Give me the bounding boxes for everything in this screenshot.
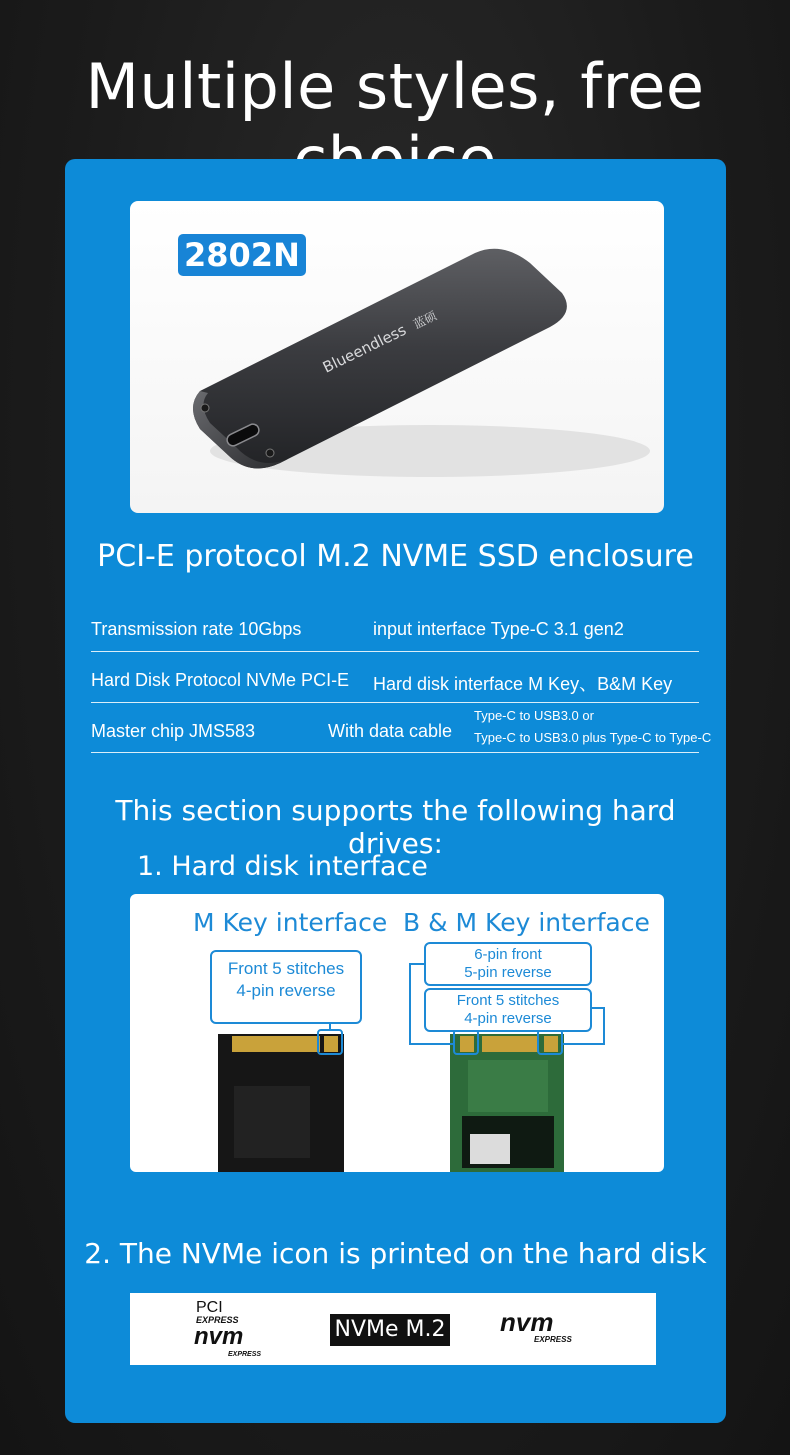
nvm-logo-text: nvm: [194, 1323, 244, 1350]
nvm-express-logo: [500, 1307, 600, 1355]
bm-key-callout-bottom: [424, 988, 592, 1032]
bm-key-callout-bottom-line2: 4-pin reverse: [464, 1010, 552, 1027]
product-panel: [65, 159, 726, 1423]
m-key-callout: [210, 950, 362, 1024]
spec-row: [91, 705, 712, 753]
pci-express-text: EXPRESS: [196, 1315, 239, 1325]
m-key-heading: M Key interface: [193, 908, 388, 937]
nvme-icon-subtitle: 2. The NVMe icon is printed on the hard disk: [84, 1237, 707, 1270]
bm-key-callout-bottom-line1: Front 5 stitches: [456, 992, 560, 1009]
spec-input-interface: input interface Type-C 3.1 gen2: [373, 619, 624, 639]
bm-key-callout-top-line2: 5-pin reverse: [464, 964, 552, 981]
spec-data-cable-line1: Type-C to USB3.0 or: [474, 708, 594, 723]
m-key-callout-line2: 4-pin reverse: [236, 981, 336, 1000]
brand-logo-text: Blueendless: [319, 320, 410, 377]
spec-hard-disk-interface: Hard disk interface M Key、B&M Key: [373, 674, 673, 694]
spec-master-chip: Master chip JMS583: [91, 721, 256, 741]
nvm-express-tag: EXPRESS: [534, 1335, 572, 1344]
spec-row: [91, 619, 699, 652]
pci-logo-text: PCI: [196, 1299, 223, 1316]
bm-key-callout-top: [424, 942, 592, 986]
ssd-enclosure-illustration: [130, 201, 664, 513]
bm-key-callout-top-line1: 6-pin front: [474, 946, 542, 963]
page-headline: Multiple styles, free: [85, 50, 705, 123]
model-badge: 2802N: [178, 234, 306, 276]
nvm-logo-text: nvm: [500, 1307, 554, 1337]
m-key-callout-line1: Front 5 stitches: [227, 959, 345, 978]
nvme-m2-badge: NVMe M.2: [330, 1314, 450, 1346]
spec-row: [91, 670, 699, 703]
product-image-card: [130, 201, 664, 513]
brand-cn-text: 蓝硕: [411, 308, 439, 332]
bm-key-heading: B & M Key interface: [403, 908, 650, 937]
pci-express-nvm-logo: [194, 1299, 284, 1361]
spec-hard-disk-protocol: Hard Disk Protocol NVMe PCI-E: [91, 670, 350, 690]
nvm-express-tag: EXPRESS: [228, 1351, 262, 1358]
ssd-boards-illustration: [130, 894, 664, 1172]
spec-transmission-rate: Transmission rate 10Gbps: [91, 619, 302, 639]
key-interface-card: [130, 894, 664, 1172]
hard-disk-interface-subtitle: 1. Hard disk interface: [137, 851, 428, 882]
supported-drives-title: This section supports the following hard drives:: [115, 794, 676, 860]
product-title: PCI-E protocol M.2 NVME SSD enclosure: [97, 539, 694, 574]
spec-data-cable-label: With data cable: [328, 721, 453, 741]
spec-data-cable-line2: Type-C to USB3.0 plus Type-C to Type-C: [474, 730, 712, 745]
nvme-logos-card: [130, 1293, 656, 1365]
